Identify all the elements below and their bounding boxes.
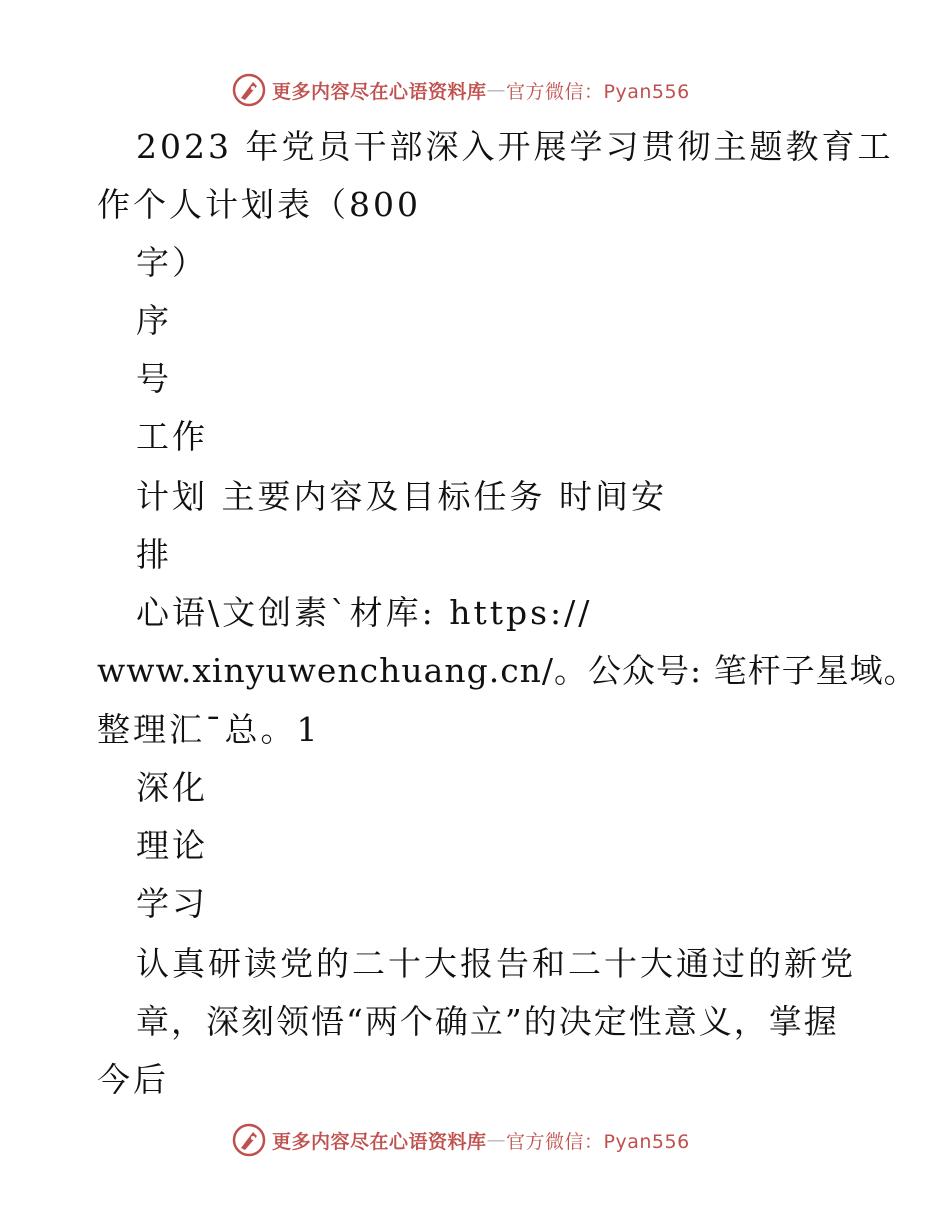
- doc-line: 学习: [136, 884, 208, 923]
- doc-line: 认真研读党的二十大报告和二十大通过的新党: [136, 944, 856, 983]
- watermark-main-text: 更多内容尽在心语资料库: [272, 1130, 487, 1153]
- doc-line: 计划 主要内容及目标任务 时间安: [136, 477, 667, 516]
- doc-line: 号: [136, 359, 172, 398]
- footer-watermark: [232, 1120, 752, 1160]
- watermark-main-text: 更多内容尽在心语资料库: [272, 80, 487, 103]
- doc-line: 章，深刻领悟“两个确立”的决定性意义，掌握: [136, 1002, 839, 1041]
- doc-line: 2023 年党员干部深入开展学习贯彻主题教育工: [136, 127, 894, 166]
- doc-line: 工作: [136, 417, 208, 456]
- watermark-contact-text: 官方微信：Pyan556: [506, 80, 690, 103]
- doc-line: 排: [136, 535, 172, 574]
- doc-line: 作个人计划表（800: [97, 185, 421, 224]
- watermark-separator: —: [486, 1129, 507, 1151]
- doc-line: 深化: [136, 768, 208, 807]
- doc-line: 整理汇¯总。1: [97, 710, 321, 749]
- doc-line: 今后: [97, 1060, 169, 1099]
- doc-line: 理论: [136, 826, 208, 865]
- doc-line: www.xinyuwenchuang.cn/。公众号: 笔杆子星域。: [97, 651, 918, 690]
- doc-line: 字）: [136, 243, 208, 282]
- watermark-separator: —: [486, 79, 507, 101]
- doc-line: 心语\文创素`材库: https://: [136, 593, 593, 632]
- pen-nib-icon: [232, 1123, 266, 1157]
- watermark-contact-text: 官方微信：Pyan556: [506, 1130, 690, 1153]
- doc-line: 序: [136, 301, 172, 340]
